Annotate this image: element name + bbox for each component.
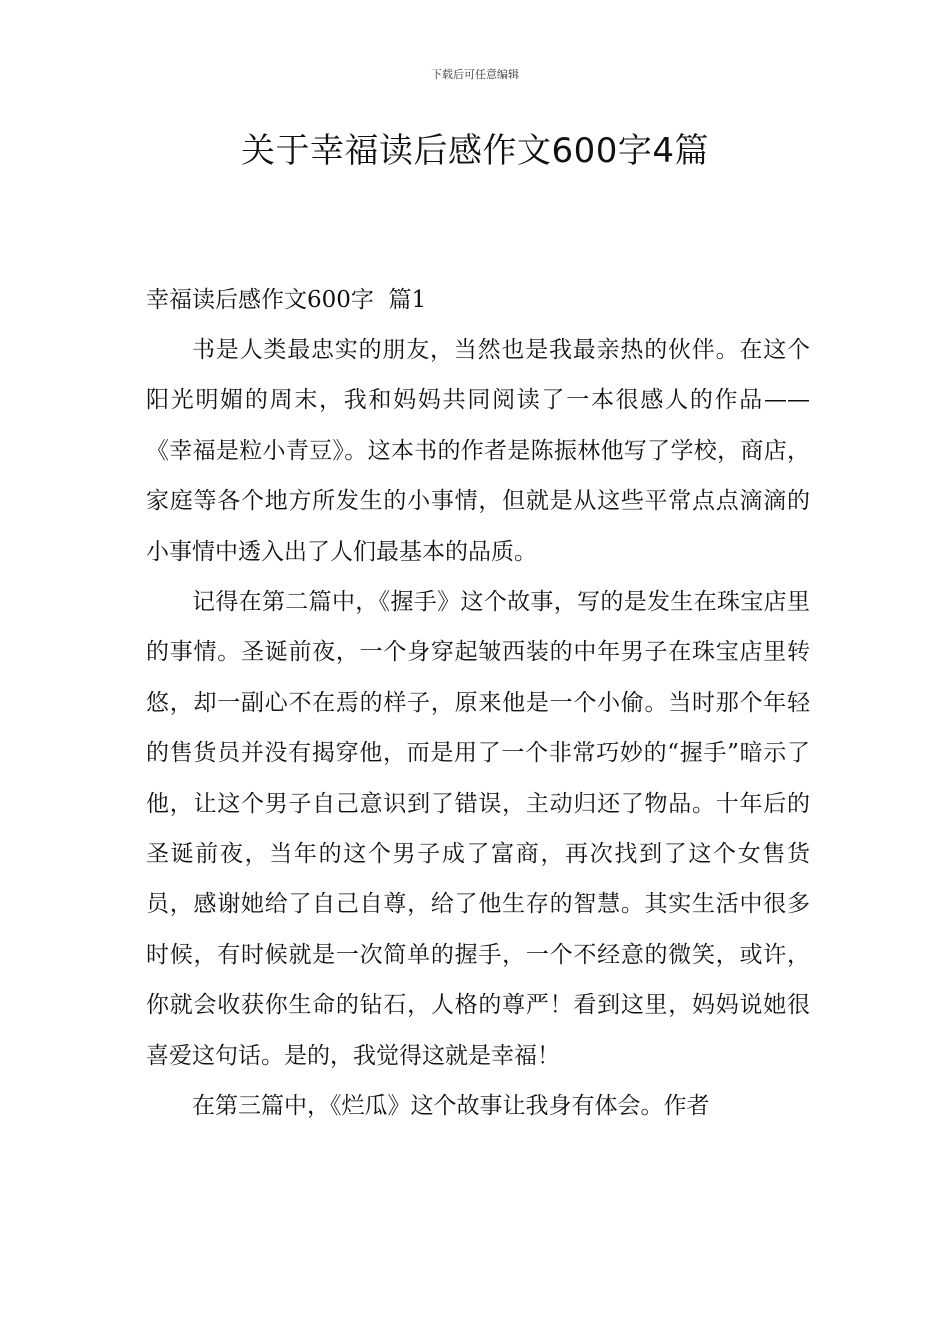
section-heading: 幸福读后感作文600字 篇1 <box>146 287 427 313</box>
header-note: 下载后可任意编辑 <box>431 68 519 81</box>
paragraph: 记得在第二篇中，《握手》这个故事，写的是发生在珠宝店里的事情。圣诞前夜，一个身穿起皱西装的中年男子在珠宝店里转悠，却一副心不在焉的样子，原来他是一个小偷。当时那个年轻的售货员并没有揭穿他，而是用了一个非常巧妙的“握手”暗示了他，让这个男子自己意识到了错误，主动归还了物品。十年后的圣诞前夜，当年的这个男子成了富商，再次找到了这个女售货员，感谢她给了自己自尊，给了他生存的智慧。其实生活中很多时候，有时候就是一次简单的握手，一个不经意的微笑，或许，你就会收获你生命的钻石，人格的尊严！看到这里，妈妈说她很喜爱这句话。是的，我觉得这就是幸福！ <box>146 589 810 1069</box>
paragraph: 书是人类最忠实的朋友，当然也是我最亲热的伙伴。在这个阳光明媚的周末，我和妈妈共同阅读了一本很感人的作品——《幸福是粒小青豆》。这本书的作者是陈振林他写了学校，商店，家庭等各个地方所发生的小事情，但就是从这些平常点点滴滴的小事情中透入出了人们最基本的品质。 <box>146 337 810 565</box>
document-title: 关于幸福读后感作文600字4篇 <box>240 131 710 171</box>
paragraph: 在第三篇中，《烂瓜》这个故事让我身有体会。作者 <box>192 1093 710 1120</box>
document-body <box>146 325 810 1132</box>
